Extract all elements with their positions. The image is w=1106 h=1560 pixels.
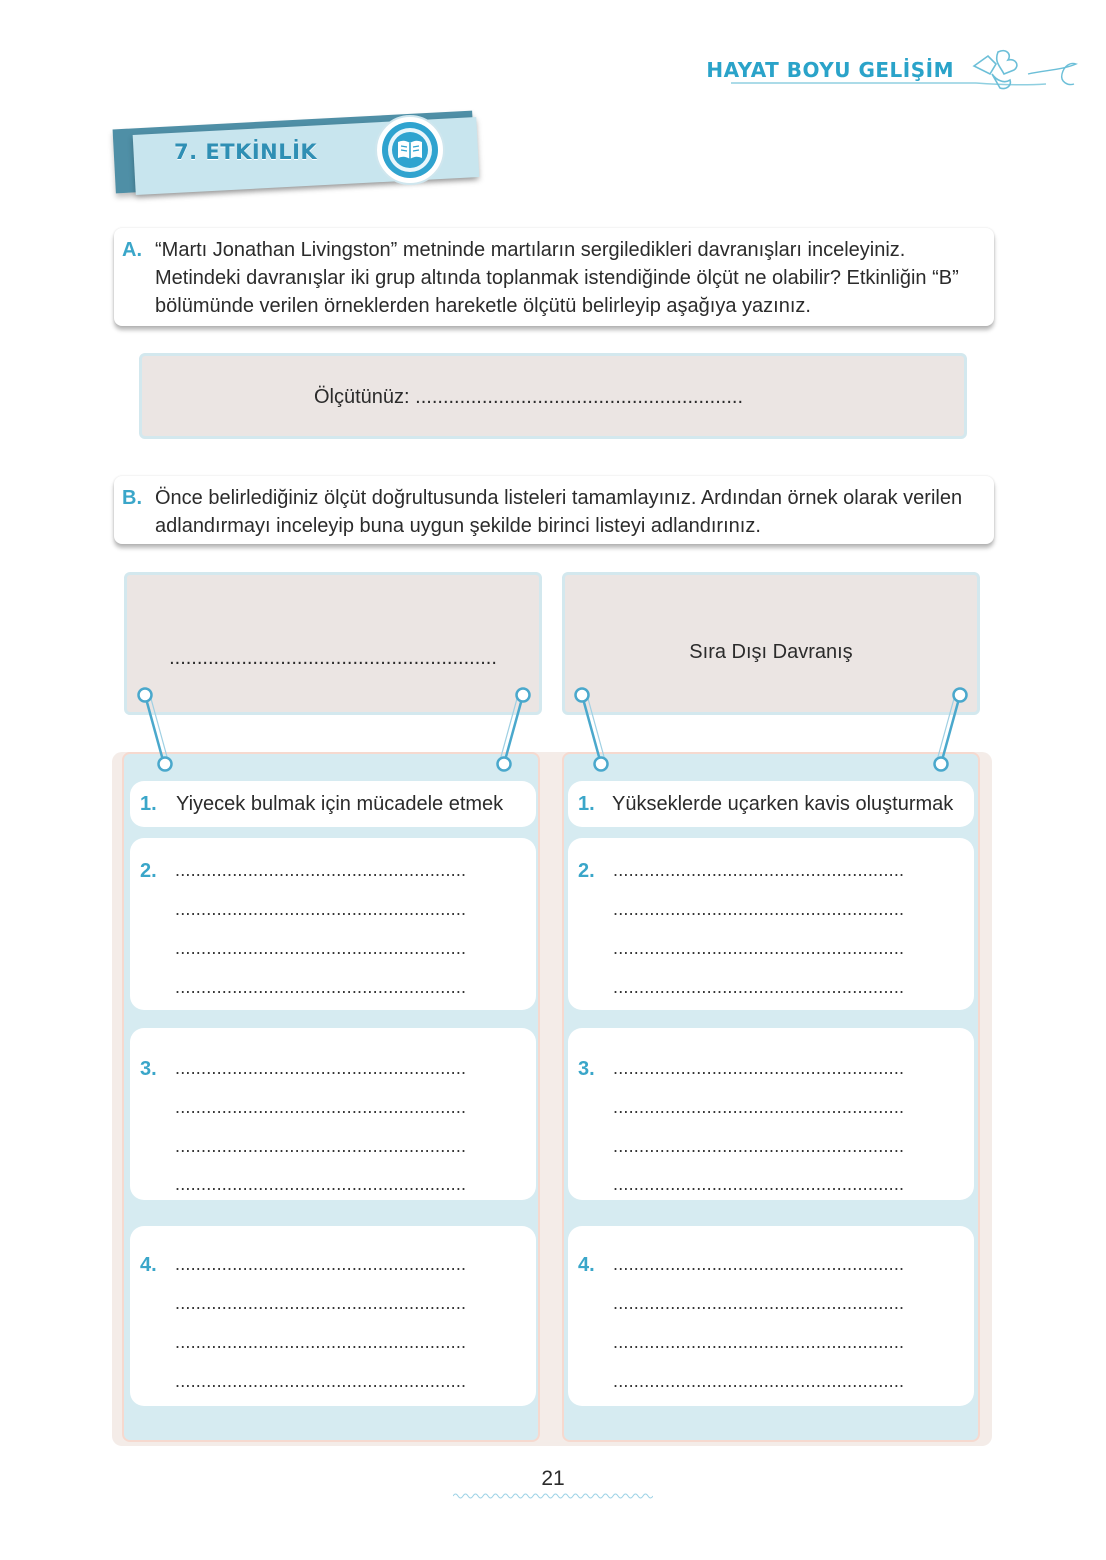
right-list-heading: Sıra Dışı Davranış	[689, 641, 853, 663]
left-list-item-3	[130, 1028, 536, 1200]
answer-line[interactable]: ........................................................	[175, 1136, 467, 1156]
answer-line[interactable]: ........................................................	[175, 899, 467, 919]
answer-line[interactable]: ........................................................	[613, 860, 905, 880]
answer-line[interactable]: ........................................................	[175, 860, 467, 880]
item-number: 2.	[140, 860, 157, 882]
item-text: Yiyecek bulmak için mücadele etmek	[176, 793, 504, 815]
activity-title: 7. ETKİNLİK	[174, 140, 318, 164]
item-number: 2.	[578, 860, 595, 882]
answer-line[interactable]: ........................................................	[175, 1371, 467, 1391]
section-b-text: Önce belirlediğiniz ölçüt doğrultusunda listeleri tamamlayınız. Ardından örnek olarak verilen adlandırmayı inceleyip buna uygun şekilde birinci listeyi adlandırınız.	[155, 487, 963, 537]
right-list-item-2	[568, 838, 974, 1010]
item-number: 3.	[140, 1058, 157, 1080]
answer-line[interactable]: ........................................................	[175, 977, 467, 997]
right-list-item-3	[568, 1028, 974, 1200]
answer-line[interactable]: ........................................................	[613, 1293, 905, 1313]
section-a-letter: A.	[122, 239, 142, 261]
item-number: 4.	[578, 1254, 595, 1276]
criterion-field[interactable]: Ölçütünüz: ...........................................................	[314, 386, 744, 408]
wave-divider	[453, 1492, 653, 1500]
item-text: Yükseklerde uçarken kavis oluşturmak	[612, 793, 954, 815]
answer-line[interactable]: ........................................................	[175, 1174, 467, 1194]
answer-line[interactable]: ........................................................	[613, 1136, 905, 1156]
item-number: 1.	[578, 793, 595, 815]
item-number: 1.	[140, 793, 157, 815]
item-number: 3.	[578, 1058, 595, 1080]
answer-line[interactable]: ........................................................	[613, 938, 905, 958]
left-list-item-2	[130, 838, 536, 1010]
answer-line[interactable]: ........................................................	[175, 1254, 467, 1274]
left-list-item-4	[130, 1226, 536, 1406]
header-title: HAYAT BOYU GELİŞİM	[706, 58, 954, 82]
answer-line[interactable]: ........................................................	[613, 1332, 905, 1352]
answer-line[interactable]: ........................................................	[613, 1174, 905, 1194]
answer-line[interactable]: ........................................................	[613, 1058, 905, 1078]
answer-line[interactable]: ........................................................	[613, 977, 905, 997]
answer-line[interactable]: ........................................................	[613, 899, 905, 919]
answer-line[interactable]: ........................................................	[613, 1097, 905, 1117]
answer-line[interactable]: ........................................................	[175, 1097, 467, 1117]
answer-line[interactable]: ........................................................	[175, 1332, 467, 1352]
answer-line[interactable]: ........................................................	[175, 938, 467, 958]
right-list-item-4	[568, 1226, 974, 1406]
right-list-item-1	[568, 781, 974, 827]
section-b-letter: B.	[122, 487, 142, 509]
answer-line[interactable]: ........................................................	[613, 1371, 905, 1391]
left-list-heading-field[interactable]: ...........................................................	[169, 647, 497, 669]
section-a-text: “Martı Jonathan Livingston” metninde martıların sergiledikleri davranışları inceleyiniz. Metindeki davranışlar iki grup altında toplanmak istendiğinde ölçüt ne olabilir? Etkinliğin “B” bölümünde verilen örneklerden hareketle ölçütü belirleyip aşağıya yazınız.	[155, 239, 959, 317]
left-list-item-1	[130, 781, 536, 827]
answer-line[interactable]: ........................................................	[613, 1254, 905, 1274]
answer-line[interactable]: ........................................................	[175, 1058, 467, 1078]
page-number: 21	[541, 1467, 565, 1490]
item-number: 4.	[140, 1254, 157, 1276]
answer-line[interactable]: ........................................................	[175, 1293, 467, 1313]
